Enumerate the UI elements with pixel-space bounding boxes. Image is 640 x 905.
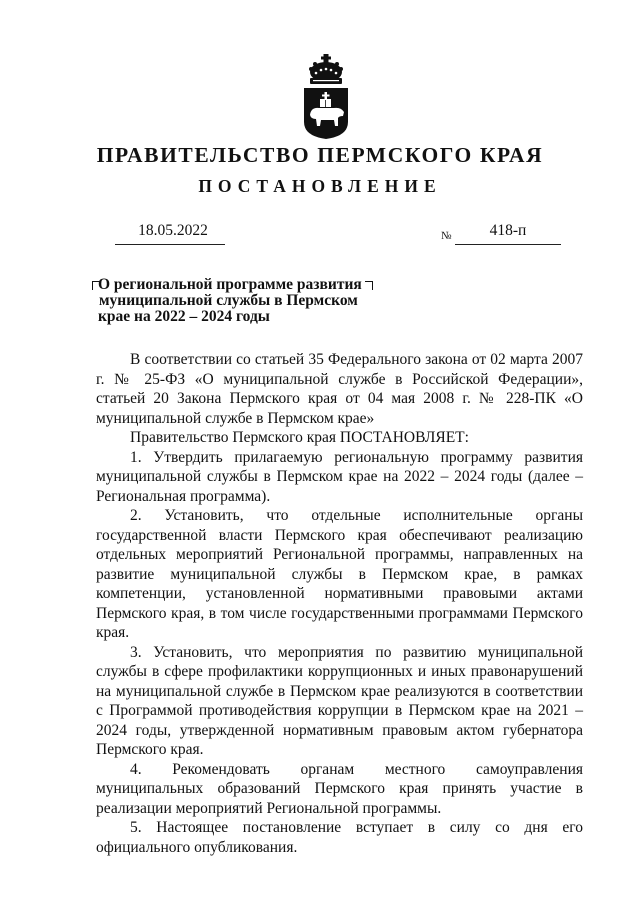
clause-3: 3. Установить, что мероприятия по развитию муниципальной службы в сфере профилактики коррупционных и иных правонарушений на муниципальной службе в Пермском крае реализуются в соответствии с Программой противодействия коррупции в Пермском крае на 2021 – 2024 годы, утвержденной нормативным правовым актом губернатора Пермского края. bbox=[96, 643, 583, 758]
resolution-phrase: Правительство Пермского края ПОСТАНОВЛЯЕТ: bbox=[130, 429, 469, 446]
number-value: 418-п bbox=[489, 222, 527, 239]
date-value: 18.05.2022 bbox=[138, 222, 208, 239]
document-type: ПОСТАНОВЛЕНИЕ bbox=[198, 176, 442, 196]
clause-1: 1. Утвердить прилагаемую региональную программу развития муниципальной службы в Пермском крае на 2022 – 2024 годы (далее – Региональная программа). bbox=[96, 448, 583, 505]
subject-line: О региональной программе развития bbox=[98, 276, 362, 293]
document-body bbox=[96, 350, 583, 857]
document-number bbox=[455, 222, 561, 245]
document-date bbox=[115, 222, 225, 245]
government-title: ПРАВИТЕЛЬСТВО ПЕРМСКОГО КРАЯ bbox=[96, 143, 544, 167]
document-subject bbox=[98, 277, 373, 325]
number-label: № bbox=[441, 230, 452, 242]
clause-4: 4. Рекомендовать органам местного самоуправления муниципальных образований Пермского края принять участие в реализации мероприятий Региональной программы. bbox=[96, 760, 583, 817]
number-underline bbox=[455, 244, 561, 245]
date-underline bbox=[115, 244, 225, 245]
perm-krai-coat-of-arms-icon bbox=[301, 52, 351, 140]
subject-line: муниципальной службы в Пермском bbox=[99, 292, 358, 309]
subject-line: крае на 2022 – 2024 годы bbox=[98, 308, 270, 325]
clause-2: 2. Установить, что отдельные исполнительные органы государственной власти Пермского края обеспечивают реализацию отдельных мероприятий Региональной программы, направленных на развитие муниципальной службы в Пермском крае, в рамках компетенции, установленной нормативными правовыми актами Пермского края, в том числе государственными программами Пермского края. bbox=[96, 507, 583, 641]
preamble-paragraph: В соответствии со статьей 35 Федерального закона от 02 марта 2007 г. № 25-ФЗ «О муниципальной службе в Российской Федерации», статьей 20 Закона Пермского края от 04 мая 2008 г. № 228-ПК «О муниципальной службе в Пермском крае» bbox=[96, 351, 583, 427]
clause-5: 5. Настоящее постановление вступает в силу со дня его официального опубликования. bbox=[96, 819, 583, 856]
